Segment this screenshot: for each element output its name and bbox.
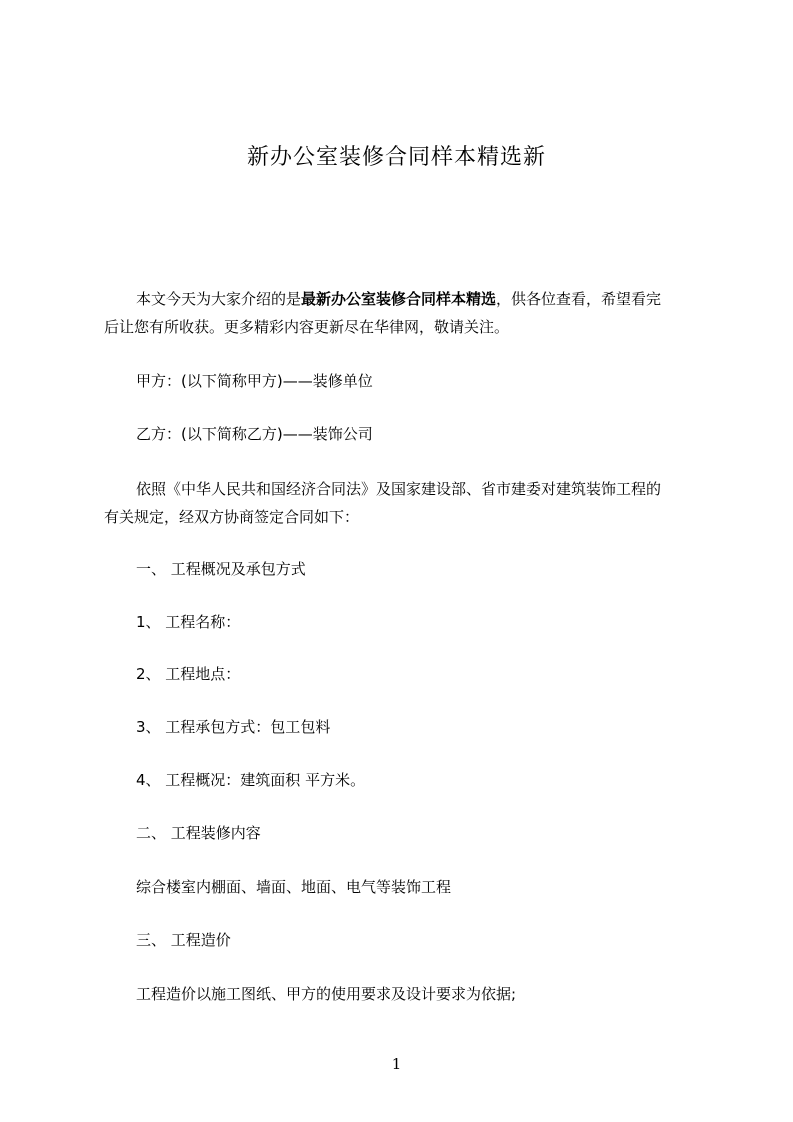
section1-item-2: 2、 工程地点： bbox=[136, 665, 241, 683]
intro-paragraph-line2: 后让您有所收获。更多精彩内容更新尽在华律网，敬请关注。 bbox=[104, 318, 510, 336]
intro-suffix: ，供各位查看，希望看完 bbox=[496, 290, 662, 308]
basis-line1: 依照《中华人民共和国经济合同法》及国家建设部、省市建委对建筑装饰工程的 bbox=[136, 480, 662, 498]
intro-paragraph-line1 bbox=[136, 285, 736, 313]
intro-prefix: 本文今天为大家介绍的是 bbox=[136, 290, 302, 308]
intro-highlight: 最新办公室装修合同样本精选 bbox=[301, 290, 497, 308]
party-a: 甲方：(以下简称甲方)——装修单位 bbox=[136, 372, 373, 390]
page-number: 1 bbox=[391, 1055, 402, 1073]
section1-item-3: 3、 工程承包方式：包工包料 bbox=[136, 718, 331, 736]
section3-body: 工程造价以施工图纸、甲方的使用要求及设计要求为依据; bbox=[136, 985, 517, 1003]
document-title: 新办公室装修合同样本精选新 bbox=[246, 145, 546, 170]
party-b: 乙方：(以下简称乙方)——装饰公司 bbox=[136, 425, 373, 443]
section1-item-1: 1、 工程名称： bbox=[136, 613, 241, 631]
section2-body: 综合楼室内棚面、墙面、地面、电气等装饰工程 bbox=[136, 878, 452, 896]
section1-heading: 一、 工程概况及承包方式 bbox=[136, 560, 306, 578]
basis-line2: 有关规定，经双方协商签定合同如下： bbox=[104, 508, 360, 526]
section3-heading: 三、 工程造价 bbox=[136, 931, 231, 949]
section2-heading: 二、 工程装修内容 bbox=[136, 824, 261, 842]
section1-item-4: 4、 工程概况：建筑面积 平方米。 bbox=[136, 771, 366, 789]
